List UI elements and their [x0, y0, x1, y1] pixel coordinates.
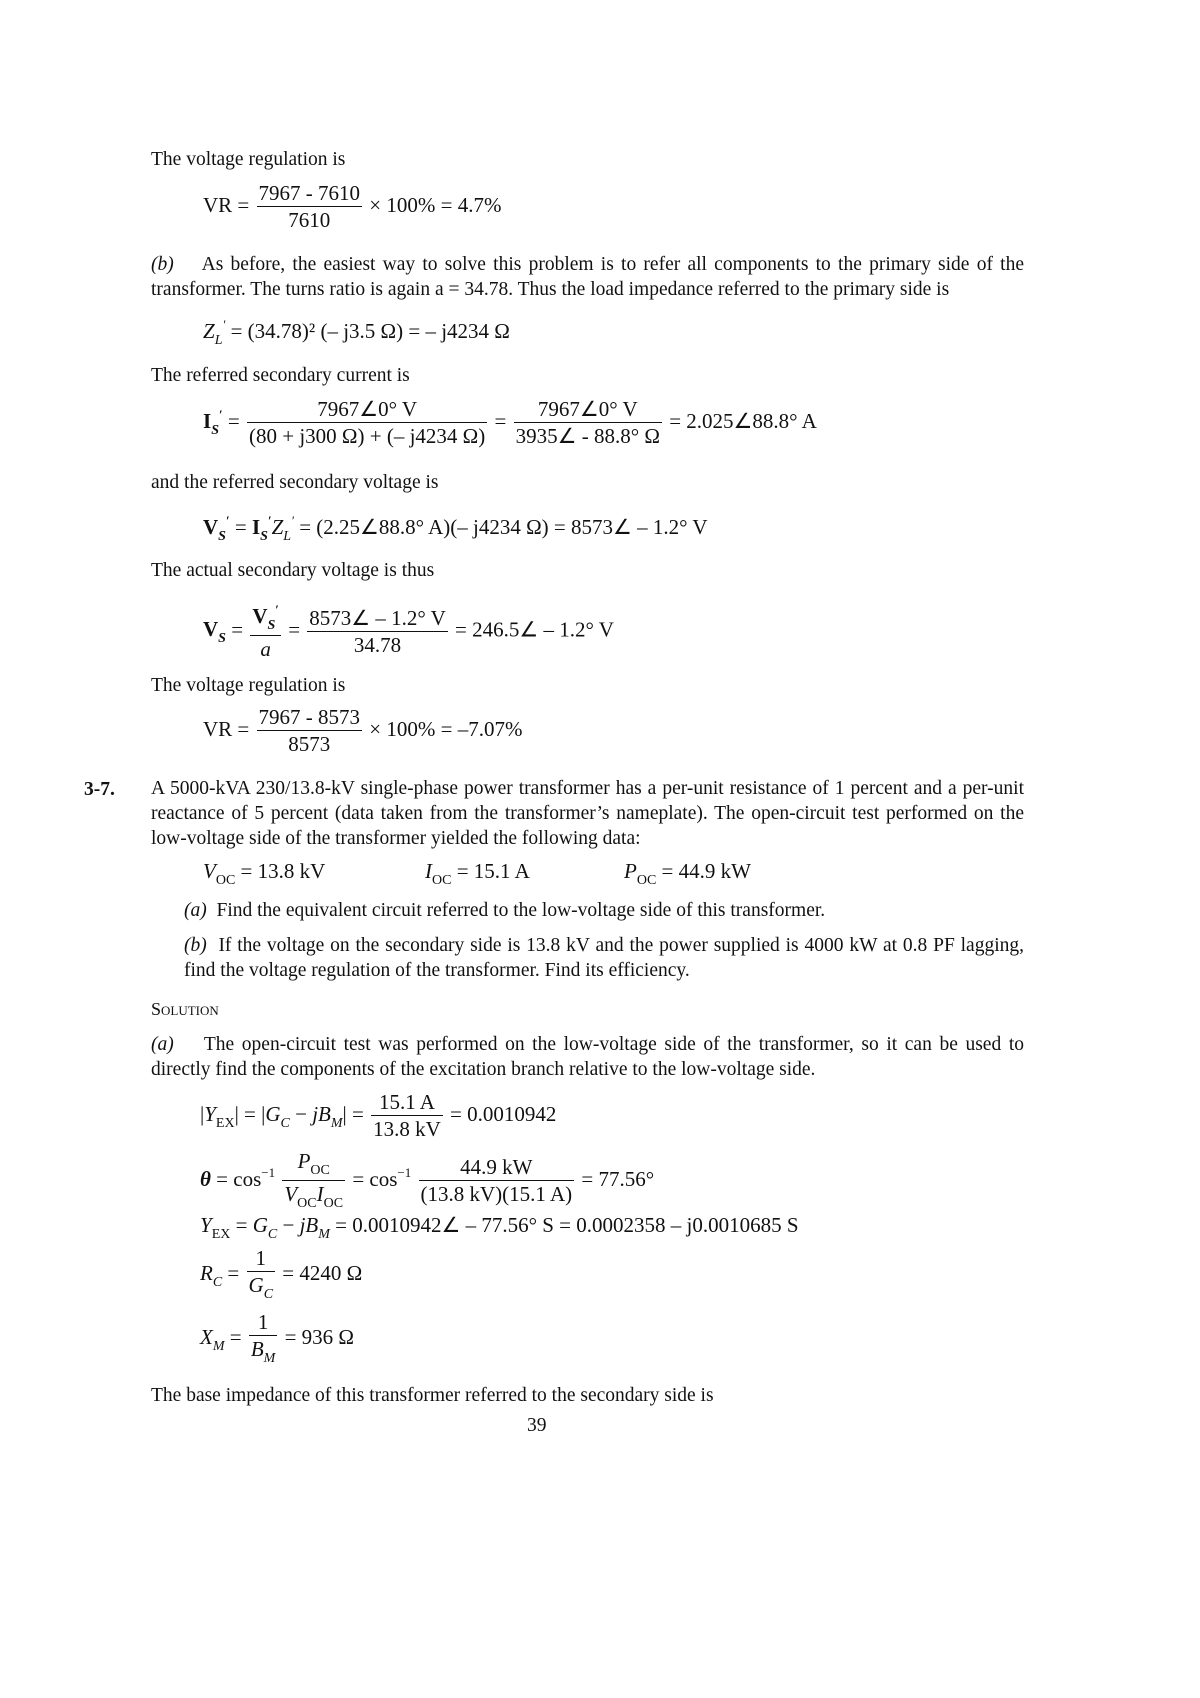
eq-theta-fraction-2: [419, 1157, 575, 1205]
part-b-label: (b): [151, 254, 174, 275]
equation-vr-1: [203, 183, 501, 231]
eq-vr1-fraction: [257, 183, 363, 231]
equation-theta: $\theta = \cos^{-1}$ $\frac{P_{OC}}{V_{OC}I_{OC}}$ = $\cos^{-1}$ $\frac{44.9 kW}{(13.8 kV)(15.1 A)}$ = 77.56°: [200, 1149, 655, 1211]
eq-vr2-fraction: [257, 707, 363, 755]
equation-yex-magnitude: $|Y_{EX}| = |G_C - jB_M|$ = $\frac{15.1 A}{13.8 kV}$ = 0.0010942: [200, 1090, 557, 1141]
eq-rc-result: = 4240 Ω: [282, 1260, 363, 1285]
eq-vs-den-2: 34.78: [353, 632, 402, 657]
eq-rc-numerator: 1: [247, 1248, 276, 1272]
eq-vs-referred-rhs: = (2.25∠88.8° A)(– j4234 Ω) = 8573∠ – 1.2° V: [299, 515, 708, 539]
eq-yex-complex-rhs: = 0.0010942∠ – 77.56° S = 0.0002358 – j0.0010685 S: [335, 1213, 799, 1237]
equation-vs-referred: $V_S' = I_S'Z_L'$ = (2.25∠88.8° A)(– j4234 Ω) = 8573∠ – 1.2° V: [203, 513, 708, 544]
eq-is-num-1: 7967∠0° V: [247, 399, 487, 423]
voltage-regulation-intro-2: The voltage regulation is: [151, 675, 346, 696]
eq-vs-result: = 246.5∠ – 1.2° V: [455, 617, 614, 642]
question-a-label: (a): [184, 900, 207, 921]
eq-xm-result: = 936 Ω: [284, 1324, 355, 1349]
question-b: [184, 933, 1024, 983]
eq-vr2-lhs: VR =: [203, 716, 250, 741]
eq-theta-fraction-1: $\frac{P_{OC}}{V_{OC}I_{OC}}$: [284, 1149, 344, 1211]
eq-yex-denominator: 13.8 kV: [373, 1117, 441, 1141]
solution-a-label: (a): [151, 1034, 174, 1055]
eq-vr1-numerator: 7967 - 7610: [258, 181, 361, 205]
poc-value: $P_{OC} = 44.9$ kW: [624, 859, 751, 888]
voltage-regulation-intro-1: The voltage regulation is: [151, 149, 346, 170]
eq-yex-result: = 0.0010942: [450, 1101, 557, 1126]
eq-theta-denominator: (13.8 kV)(15.1 A): [420, 1182, 573, 1206]
eq-rc-fraction: $\frac{1}{G_C}$: [248, 1246, 274, 1302]
problem-number: 3-7.: [84, 779, 115, 800]
question-b-text: If the voltage on the secondary side is 13.8 kV and the power supplied is 4000 kW at 0.8 PF lagging, find the voltage regulation of the transformer. Find its efficiency.: [184, 935, 1024, 981]
equation-rc: $R_C$ = $\frac{1}{G_C}$ = 4240 Ω: [200, 1246, 363, 1302]
equation-zl: $Z_L' = (34.78)^2$ (– j3.5 Ω) = – j4234 Ω: [203, 317, 510, 348]
voc-value: $V_{OC} = 13.8$ kV: [203, 859, 326, 888]
eq-is-result: = 2.025∠88.8° A: [669, 408, 817, 433]
eq-theta-numerator: 44.9 kW: [419, 1157, 575, 1181]
eq-is-num-2: 7967∠0° V: [514, 399, 662, 423]
eq-vr2-denominator: 8573: [288, 732, 331, 756]
solution-heading: Solution: [151, 999, 219, 1019]
eq-vr2-rhs: × 100% = –7.07%: [369, 716, 523, 741]
eq-vr1-rhs: × 100% = 4.7%: [369, 192, 502, 217]
question-a: [184, 898, 1024, 923]
eq-is-den-1: (80 + j300 Ω) + (– j4234 Ω): [248, 424, 486, 448]
equation-vr-2: [203, 707, 522, 755]
eq-vr2-numerator: 7967 - 8573: [258, 705, 361, 729]
solution-a-paragraph: [151, 1032, 1024, 1082]
eq-theta-result: = 77.56°: [581, 1166, 655, 1191]
ioc-value: $I_{OC} = 15.1$ A: [425, 859, 530, 888]
eq-is-fraction-2: [514, 399, 662, 447]
eq-vr1-lhs: VR =: [203, 192, 250, 217]
part-b-text: As before, the easiest way to solve this problem is to refer all components to the primary side of the transformer. The turns ratio is again a = 34.78. Thus the load impedance referred to the primary side is: [151, 254, 1024, 300]
eq-xm-fraction: $\frac{1}{B_M}$: [250, 1310, 276, 1366]
solution-a-text: The open-circuit test was performed on the low-voltage side of the transformer, so it can be used to directly find the components of the excitation branch relative to the low-voltage side.: [151, 1034, 1024, 1080]
equation-vs: $V_S$ = $\frac{V_S'}{a}$ = $\frac{8573\angle - 1.2^\circ V}{34.78}$ = 246.5∠ – 1.2° V: [203, 602, 614, 661]
eq-yex-numerator: 15.1 A: [371, 1092, 443, 1116]
problem-statement: A 5000-kVA 230/13.8-kV single-phase power transformer has a per-unit resistance of 1 percent and a per-unit reactance of 5 percent (data taken from the transformer’s nameplate). The open-circuit test performed on the low-voltage side of the transformer yielded the following data:: [151, 778, 1024, 849]
equation-yex-complex: $Y_{EX} = G_C - jB_M$ = 0.0010942∠ – 77.56° S = 0.0002358 – j0.0010685 S: [200, 1213, 799, 1242]
equation-xm: $X_M$ = $\frac{1}{B_M}$ = 936 Ω: [200, 1310, 355, 1366]
question-a-text: Find the equivalent circuit referred to the low-voltage side of this transformer.: [216, 900, 826, 921]
question-b-label: (b): [184, 935, 207, 956]
part-b-paragraph: [151, 252, 1024, 302]
eq-yex-fraction: [371, 1092, 443, 1140]
base-impedance-intro: The base impedance of this transformer referred to the secondary side is: [151, 1385, 714, 1406]
actual-voltage-intro: The actual secondary voltage is thus: [151, 560, 435, 581]
eq-vs-num-2: 8573∠ – 1.2° V: [309, 605, 446, 630]
eq-is-den-2: 3935∠ - 88.8° Ω: [515, 424, 660, 448]
eq-xm-numerator: 1: [249, 1312, 278, 1336]
referred-voltage-intro: and the referred secondary voltage is: [151, 472, 439, 493]
page-number: 39: [527, 1415, 547, 1436]
eq-is-fraction-1: [247, 399, 487, 447]
eq-vr1-denominator: 7610: [288, 208, 331, 232]
referred-current-intro: The referred secondary current is: [151, 365, 410, 386]
eq-vs-fraction-2: [307, 605, 448, 657]
equation-is: $I_S'$ = $\frac{7967\angle 0^\circ V}{(80 + j300 \Omega) + (- j4234 \Omega)}$ = $\frac{7967\angle 0^\circ V}{3935\angle - 88.8^\circ \Omega}$ = 2.025∠88.8° A: [203, 397, 817, 448]
eq-vs-den-1: a: [260, 637, 271, 661]
eq-vs-fraction-1: $\frac{V_S'}{a}$: [252, 602, 279, 661]
eq-zl-rhs: = (34.78)² (– j3.5 Ω) = – j4234 Ω: [230, 319, 510, 343]
